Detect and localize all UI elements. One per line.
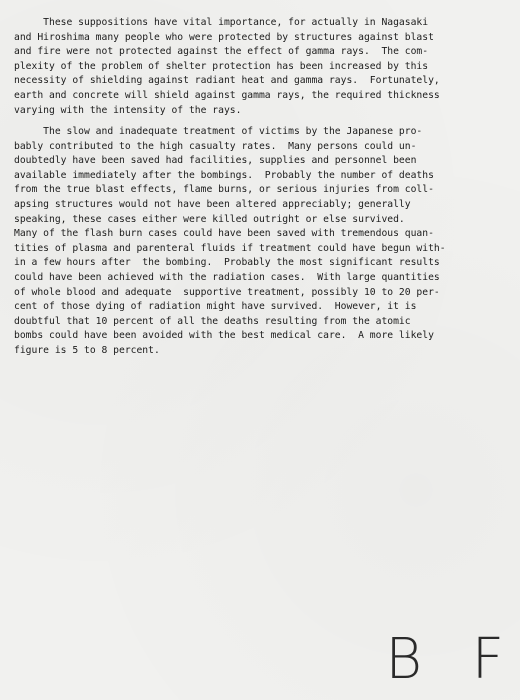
- paragraph-1: [14, 16, 506, 118]
- text-line: cent of those dying of radiation might have survived. However, it is: [14, 301, 417, 313]
- text-line: doubtedly have been saved had facilities, supplies and personnel been: [14, 155, 417, 167]
- text-line: plexity of the problem of shelter protection has been increased by this: [14, 60, 429, 72]
- text-line: apsing structures would not have been altered appreciably; generally: [14, 198, 411, 210]
- text-line: doubtful that 10 percent of all the deaths resulting from the atomic: [14, 315, 411, 327]
- text-line: of whole blood and adequate supportive treatment, possibly 10 to 20 per-: [14, 286, 440, 298]
- text-line: Many of the flash burn cases could have been saved with tremendous quan-: [14, 228, 434, 240]
- text-line: necessity of shielding against radiant heat and gamma rays. Fortunately,: [14, 75, 440, 87]
- text-line: The slow and inadequate treatment of victims by the Japanese pro-: [14, 126, 423, 137]
- text-line: bably contributed to the high casualty rates. Many persons could un-: [14, 140, 417, 152]
- text-line: tities of plasma and parenteral fluids if treatment could have begun with-: [14, 242, 446, 254]
- text-line: available immediately after the bombings. Probably the number of deaths: [14, 169, 434, 181]
- paragraph-2: [14, 125, 506, 359]
- text-line: These suppositions have vital importance, for actually in Nagasaki: [14, 17, 429, 28]
- text-line: bombs could have been avoided with the best medical care. A more likely: [14, 330, 434, 342]
- text-line: figure is 5 to 8 percent.: [14, 344, 160, 356]
- page-stamp: B F: [385, 627, 520, 692]
- text-line: and fire were not protected against the effect of gamma rays. The com-: [14, 46, 429, 58]
- text-line: could have been achieved with the radiation cases. With large quantities: [14, 271, 440, 283]
- text-line: speaking, these cases either were killed outright or else survived.: [14, 213, 405, 225]
- text-line: from the true blast effects, flame burns, or serious injuries from coll-: [14, 184, 434, 196]
- text-line: varying with the intensity of the rays.: [14, 104, 242, 116]
- text-line: and Hiroshima many people who were protected by structures against blast: [14, 31, 434, 43]
- text-line: earth and concrete will shield against gamma rays, the required thickness: [14, 89, 440, 101]
- text-line: in a few hours after the bombing. Probably the most significant results: [14, 257, 440, 269]
